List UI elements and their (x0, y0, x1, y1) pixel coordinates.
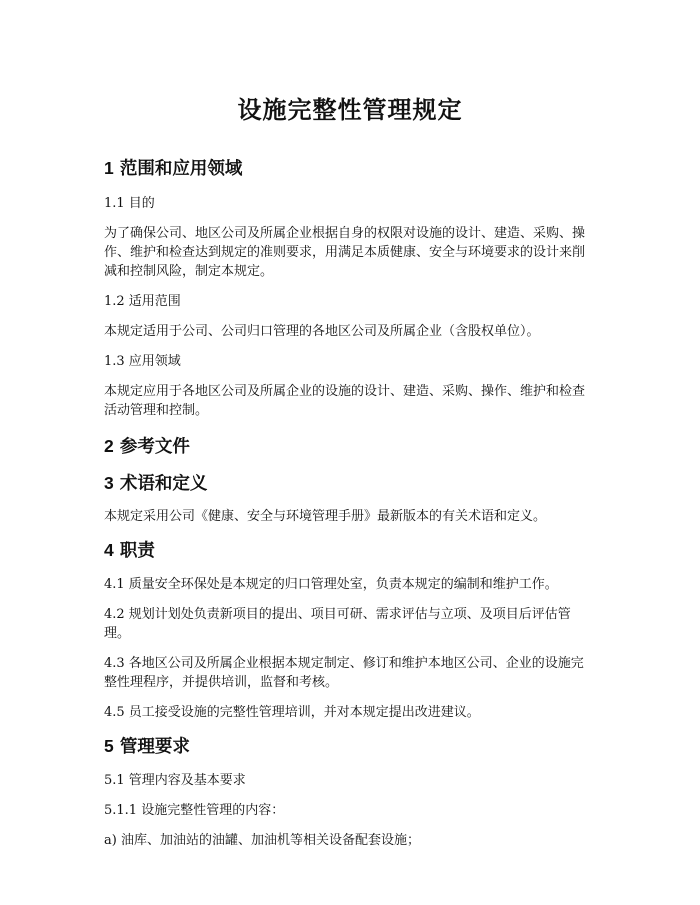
section-1-heading (104, 156, 596, 181)
section-4-item-1: 4.1 质量安全环保处是本规定的归口管理处室，负责本规定的编制和维护工作。 (104, 577, 558, 592)
section-5-number: 5 (104, 736, 114, 756)
subsection-1-1-label: 1.1 目的 (104, 196, 155, 211)
section-4-item-2: 4.2 规划计划处负责新项目的提出、项目可研、需求评估与立项、及项目后评估管理。 (104, 607, 571, 641)
section-4 (104, 538, 596, 722)
section-5-title: 管理要求 (119, 737, 190, 757)
section-1-title: 范围和应用领域 (119, 159, 243, 179)
subsection-1-1-text: 为了确保公司、地区公司及所属企业根据自身的权限对设施的设计、建造、采购、操作、维护和检查达到规定的准则要求，用满足本质健康、安全与环境要求的设计来削减和控制风险，制定本规定。 (104, 226, 586, 279)
section-3-text: 本规定采用公司《健康、安全与环境管理手册》最新版本的有关术语和定义。 (104, 509, 547, 524)
list-item-a: a) 油库、加油站的油罐、加油机等相关设备配套设施； (104, 833, 420, 848)
section-3-heading (104, 471, 596, 496)
section-3-title: 术语和定义 (119, 474, 208, 494)
section-4-item-4: 4.5 员工接受设施的完整性管理培训，并对本规定提出改进建议。 (104, 705, 480, 720)
section-4-number: 4 (104, 540, 114, 560)
section-2-title: 参考文件 (119, 437, 190, 457)
section-1 (104, 156, 596, 420)
section-4-item-3: 4.3 各地区公司及所属企业根据本规定制定、修订和维护本地区公司、企业的设施完整性理程序，并提供培训，监督和考核。 (104, 656, 584, 690)
subsection-1-2-label: 1.2 适用范围 (104, 294, 181, 309)
subsection-1-3-text: 本规定应用于各地区公司及所属企业的设施的设计、建造、采购、操作、维护和检查活动管理和控制。 (104, 384, 586, 418)
section-2 (104, 434, 596, 459)
section-3-number: 3 (104, 473, 114, 493)
section-5-heading (104, 734, 596, 759)
subsection-5-1-label: 5.1 管理内容及基本要求 (104, 773, 246, 788)
section-3 (104, 471, 596, 526)
section-4-heading (104, 538, 596, 563)
section-1-number: 1 (104, 158, 114, 178)
section-4-title: 职责 (119, 541, 155, 561)
subsection-1-2-text: 本规定适用于公司、公司归口管理的各地区公司及所属企业（含股权单位）。 (104, 324, 540, 339)
document-title: 设施完整性管理规定 (237, 95, 463, 124)
section-2-heading (104, 434, 596, 459)
section-2-number: 2 (104, 436, 114, 456)
subsection-5-1-1-label: 5.1.1 设施完整性管理的内容： (104, 803, 285, 818)
subsection-1-3-label: 1.3 应用领域 (104, 354, 181, 369)
section-5 (104, 734, 596, 850)
